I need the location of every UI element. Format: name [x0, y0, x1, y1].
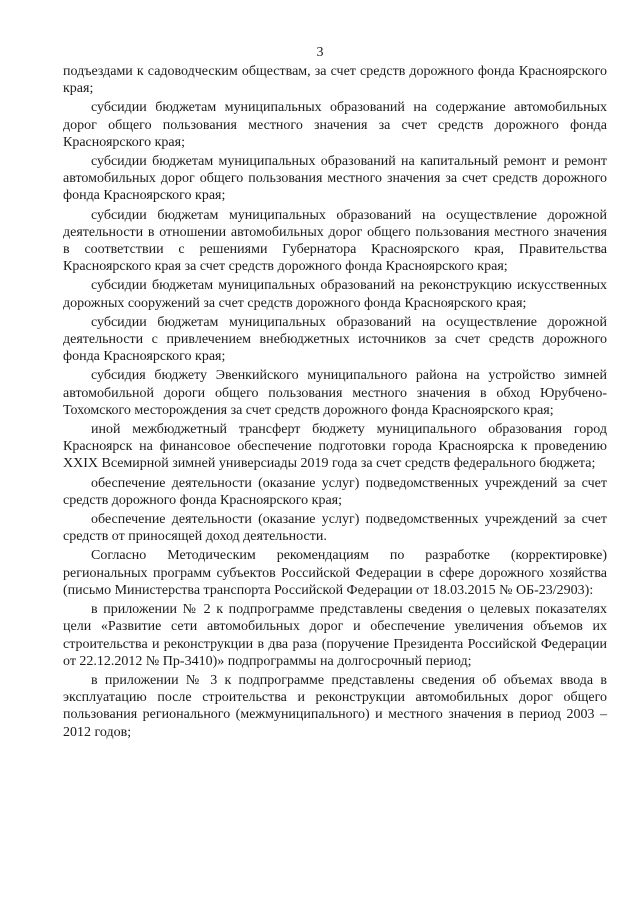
paragraph: субсидии бюджетам муниципальных образований на осуществление дорожной деятельности с привлечением внебюджетных источников за счет средств дорожного фонда Красноярского края;	[63, 314, 607, 365]
paragraph: субсидии бюджетам муниципальных образований на содержание автомобильных дорог общего пользования местного значения за счет средств дорожного фонда Красноярского края;	[63, 100, 607, 150]
paragraph: обеспечение деятельности (оказание услуг) подведомственных учреждений за счет средств от приносящей доход деятельности.	[63, 512, 607, 545]
paragraph: в приложении № 3 к подпрограмме представлены сведения об объемах ввода в эксплуатацию после строительства и реконструкции автомобильных дорог общего пользования регионального (межмуниципального) и местного значения в период 2003 – 2012 годов;	[63, 672, 607, 740]
paragraph: субсидия бюджету Эвенкийского муниципального района на устройство зимней автомобильной дороги общего пользования местного значения в обход Юрубчено-Тохомского месторождения за счет средств дорожного фонда Красноярского края;	[63, 368, 607, 418]
paragraph: обеспечение деятельности (оказание услуг) подведомственных учреждений за счет средств дорожного фонда Красноярского края;	[63, 475, 607, 508]
paragraph: Согласно Методическим рекомендациям по разработке (корректировке) региональных программ субъектов Российской Федерации в сфере дорожного хозяйства (письмо Министерства транспорта Российской Федерации от 18.03.2015 № ОБ-23/2903):	[63, 548, 607, 598]
paragraph: субсидии бюджетам муниципальных образований на осуществление дорожной деятельности в отношении автомобильных дорог общего пользования местного значения в соответствии с решениями Губернатора Красноярского края, Правительства Красноярского края за счет средств дорожного фонда Красноярского края;	[63, 207, 607, 275]
paragraph: иной межбюджетный трансферт бюджету муниципального образования город Красноярск на финансовое обеспечение подготовки города Красноярска к проведению XXIX Всемирной зимней универсиады 2019 года за счет средств федерального бюджета;	[63, 422, 607, 472]
paragraph: субсидии бюджетам муниципальных образований на реконструкцию искусственных дорожных сооружений за счет средств дорожного фонда Красноярского края;	[63, 278, 607, 311]
paragraph: подъездами к садоводческим обществам, за счет средств дорожного фонда Красноярского края;	[63, 64, 607, 97]
paragraph: субсидии бюджетам муниципальных образований на капитальный ремонт и ремонт автомобильных дорог общего пользования местного значения за счет средств дорожного фонда Красноярского края;	[63, 154, 607, 204]
document-body	[63, 63, 607, 743]
paragraph: в приложении № 2 к подпрограмме представлены сведения о целевых показателях цели «Развитие сети автомобильных дорог и обеспечение увеличения объемов их строительства и реконструкции в два раза (поручение Президента Российской Федерации от 22.12.2012 № Пр-3410)» подпрограммы на долгосрочный период;	[63, 602, 607, 669]
page-number: 3	[316, 45, 324, 60]
